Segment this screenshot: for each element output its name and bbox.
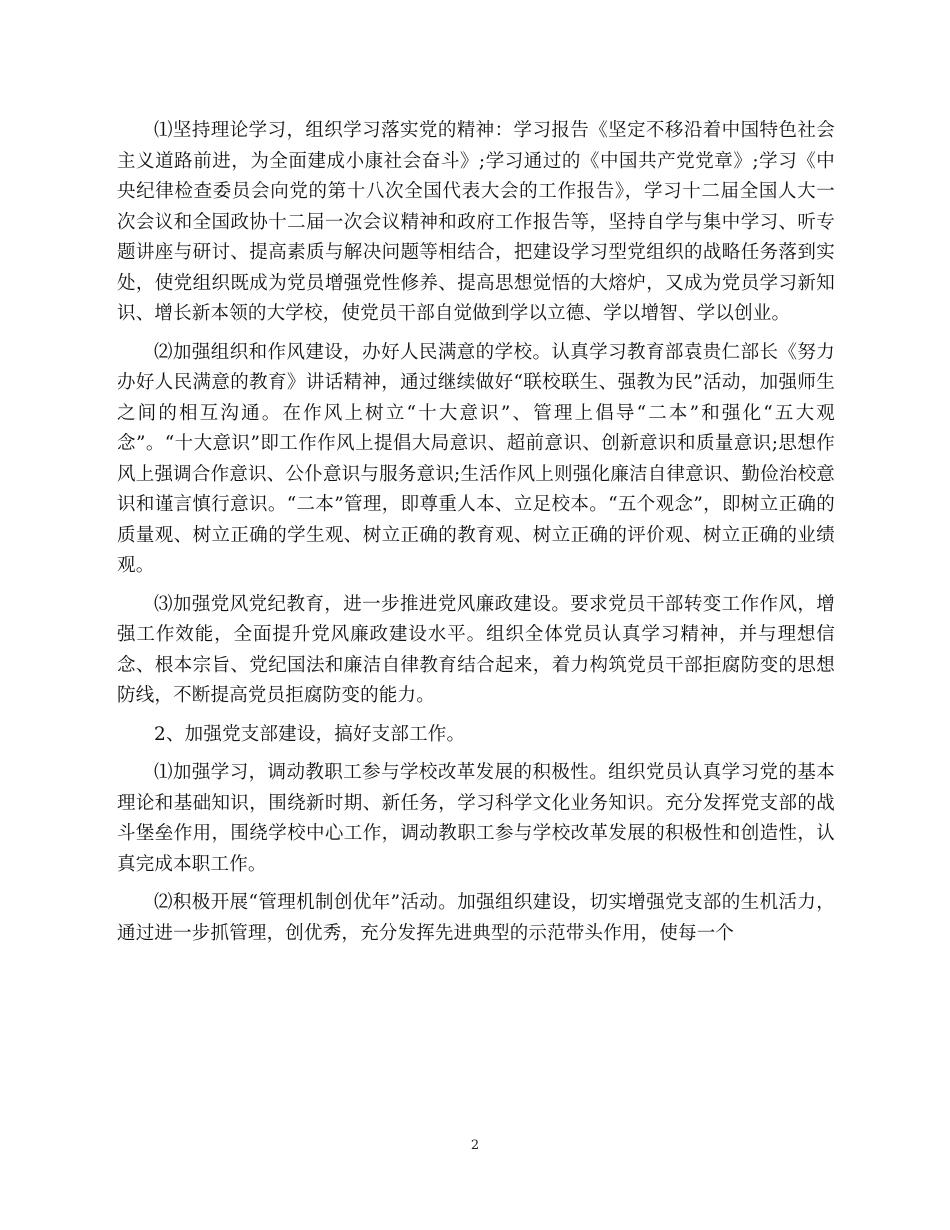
paragraph-organization-style: ⑵加强组织和作风建设，办好人民满意的学校。认真学习教育部袁贵仁部长《努力办好人民满意的教育》讲话精神，通过继续做好“联校联生、强教为民”活动，加强师生之间的相互沟通。在作风上树立“十大意识”、管理上倡导“二本”和强化“五大观念”。“十大意识”即工作作风上提倡大局意识、超前意识、创新意识和质量意识;思想作风上强调合作意识、公仆意识与服务意识;生活作风上则强化廉洁自律意识、勤俭治校意识和谨言慎行意识。“二本”管理，即尊重人本、立足校本。“五个观念”，即树立正确的质量观、树立正确的学生观、树立正确的教育观、树立正确的评价观、树立正确的业绩观。 (117, 341, 835, 576)
paragraph-strengthen-study: ⑴加强学习，调动教职工参与学校改革发展的积极性。组织党员认真学习党的基本理论和基础知识，围绕新时期、新任务，学习科学文化业务知识。充分发挥党支部的战斗堡垒作用，围绕学校中心工作，调动教职工参与学校改革发展的积极性和创造性，认真完成本职工作。 (117, 762, 835, 875)
document-body (117, 116, 835, 957)
paragraph-management-mechanism: ⑵积极开展“管理机制创优年”活动。加强组织建设，切实增强党支部的生机活力，通过进一步抓管理，创优秀，充分发挥先进典型的示范带头作用，使每一个 (117, 892, 835, 944)
section-heading-branch-building: 2、加强党支部建设，搞好支部工作。 (154, 723, 466, 745)
paragraph-theory-study: ⑴坚持理论学习，组织学习落实党的精神：学习报告《坚定不移沿着中国特色社会主义道路前进，为全面建成小康社会奋斗》;学习通过的《中国共产党党章》;学习《中央纪律检查委员会向党的第十八次全国代表大会的工作报告》，学习十二届全国人大一次会议和全国政协十二届一次会议精神和政府工作报告等，坚持自学与集中学习、听专题讲座与研讨、提高素质与解决问题等相结合，把建设学习型党组织的战略任务落到实处，使党组织既成为党员增强党性修养、提高思想觉悟的大熔炉，又成为党员学习新知识、增长新本领的大学校，使党员干部自觉做到学以立德、学以增智、学以创业。 (117, 120, 835, 324)
page-number: 2 (470, 1138, 480, 1153)
paragraph-party-discipline: ⑶加强党风党纪教育，进一步推进党风廉政建设。要求党员干部转变工作作风，增强工作效能，全面提升党风廉政建设水平。组织全体党员认真学习精神，并与理想信念、根本宗旨、党纪国法和廉洁自律教育结合起来，着力构筑党员干部拒腐防变的思想防线，不断提高党员拒腐防变的能力。 (117, 593, 835, 706)
